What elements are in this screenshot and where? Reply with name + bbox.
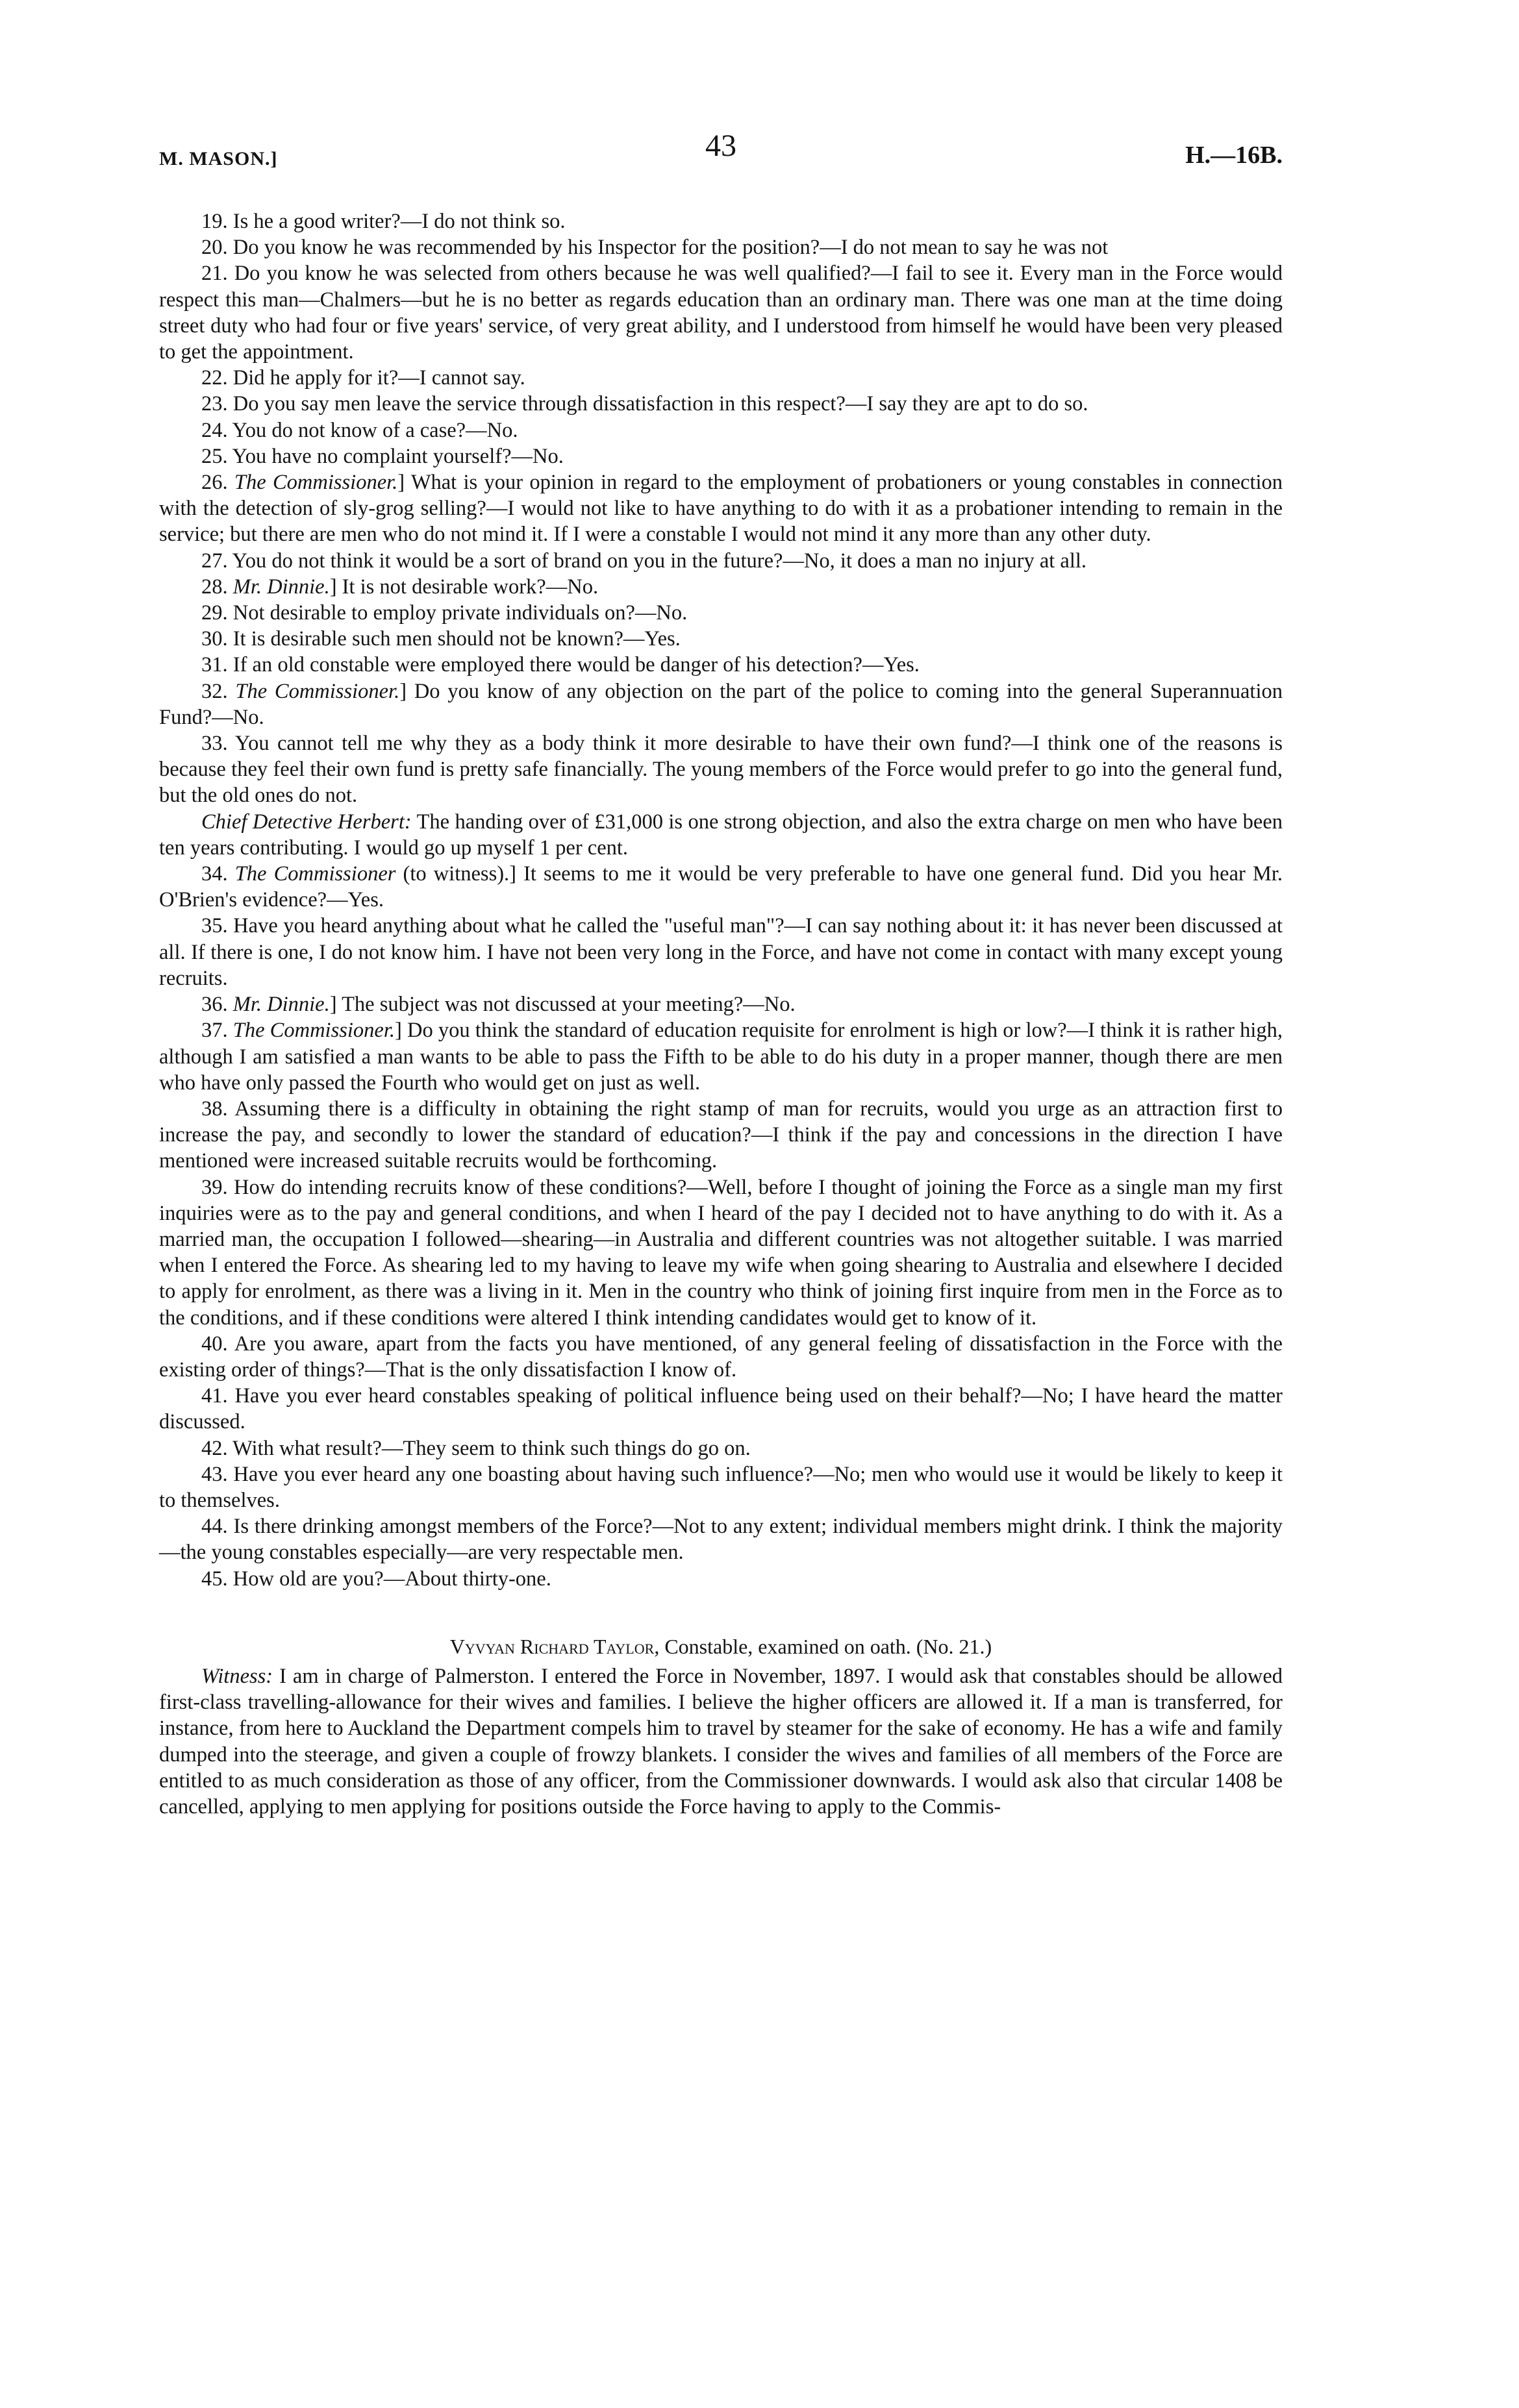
paragraph-text: ] Do you think the standard of education requisite for enrolment is high or low?—I think it is rather high, although I am satisfied a man wants to be able to pass the Fifth to be able to do his duty in a proper manner, though there are men who have only passed the Fourth who would get on just as well. <box>159 1019 1283 1095</box>
paragraph-21: 21. Do you know he was selected from others because he was well qualified?—I fail to see it. Every man in the Force would respect this man—Chalmers—but he is no better as regards education than an ordinary man. There was one man at the time doing street duty who had four or five years' service, of very great ability, and I understood from himself he would have been very pleased to get the appointment. <box>159 262 1283 364</box>
document-reference: H.—16B. <box>1185 142 1283 169</box>
paragraph-28 <box>159 574 1283 600</box>
witness-statement <box>159 1663 1283 1820</box>
paragraph-number: 28. <box>201 575 233 599</box>
paragraph-19: 19. Is he a good writer?—I do not think so. <box>201 210 566 233</box>
paragraph-text: ] What is your opinion in regard to the employment of probationers or young constables in connection with the detection of sly-grog selling?—I would not like to have anything to do with it as a probationer intending to remain in the service; but there are men who do not mind it. If I were a constable I would not mind it any more than any other duty. <box>159 471 1283 547</box>
paragraph-20: 20. Do you know he was recommended by his Inspector for the position?—I do not mean to say he was not <box>201 236 1109 260</box>
paragraph-44: 44. Is there drinking amongst members of the Force?—Not to any extent; individual members might drink. I think the majority—the young constables especially—are very respectable men. <box>159 1515 1283 1565</box>
paragraph-29: 29. Not desirable to employ private individuals on?—No. <box>201 601 688 625</box>
paragraph-text: ] Do you know of any objection on the part of the police to coming into the general Superannuation Fund?—No. <box>159 679 1283 729</box>
paragraph-number: 26. <box>201 471 234 495</box>
page-body <box>159 208 1283 1820</box>
document-page <box>159 129 1283 2379</box>
page-number: 43 <box>705 129 736 163</box>
speaker-name: The Commissioner. <box>234 471 398 495</box>
paragraph-25: 25. You have no complaint yourself?—No. <box>201 444 564 468</box>
paragraph-number: 36. <box>201 993 233 1017</box>
paragraph-33: 33. You cannot tell me why they as a body think it more desirable to have their own fund?—I think one of the reasons is because they feel their own fund is pretty safe financially. The young members of the Force would prefer to go into the general fund, but the old ones do not. <box>159 732 1283 808</box>
paragraph-34 <box>159 861 1283 913</box>
running-head-left: M. MASON.] <box>159 148 278 169</box>
witness-section-heading <box>159 1633 1283 1659</box>
paragraph-31: 31. If an old constable were employed there would be danger of his detection?—Yes. <box>201 653 920 677</box>
paragraph-40: 40. Are you aware, apart from the facts you have mentioned, of any general feeling of dissatisfaction in the Force with the existing order of things?—That is the only dissatisfaction I know of. <box>159 1332 1283 1382</box>
witness-name: Vyvyan Richard Taylor <box>449 1634 655 1658</box>
paragraph-text: ] The subject was not discussed at your meeting?—No. <box>329 993 796 1017</box>
paragraph-41: 41. Have you ever heard constables speaking of political influence being used on their behalf?—No; I have heard the matter discussed. <box>159 1384 1283 1434</box>
speaker-name: Mr. Dinnie. <box>232 575 330 599</box>
paragraph-27: 27. You do not think it would be a sort of brand on you in the future?—No, it does a man no injury at all. <box>201 549 1087 573</box>
paragraph-38: 38. Assuming there is a difficulty in obtaining the right stamp of man for recruits, would you urge as an attraction first to increase the pay, and secondly to lower the standard of education?—I think if the pay and concessions in the direction I have mentioned were increased suitable recruits would be forthcoming. <box>159 1097 1283 1173</box>
paragraph-45: 45. How old are you?—About thirty-one. <box>201 1567 551 1591</box>
paragraph-37 <box>159 1017 1283 1096</box>
speaker-name: Mr. Dinnie. <box>232 993 330 1017</box>
paragraph-30: 30. It is desirable such men should not be known?—Yes. <box>201 627 681 651</box>
speaker-name: The Commissioner. <box>235 679 400 703</box>
paragraph-32 <box>159 678 1283 730</box>
paragraph-number: 37. <box>201 1019 233 1043</box>
speaker-name: Chief Detective Herbert: <box>201 810 412 834</box>
paragraph-text: ] It is not desirable work?—No. <box>329 575 599 599</box>
witness-heading-rest: , Constable, examined on oath. (No. 21.) <box>654 1634 992 1658</box>
paragraph-text: The handing over of £31,000 is one strong objection, and also the extra charge on men who have been ten years contributing. I would go up myself 1 per cent. <box>159 810 1283 860</box>
page-header <box>159 129 1283 185</box>
paragraph-herbert <box>159 809 1283 861</box>
paragraph-24: 24. You do not know of a case?—No. <box>201 418 518 442</box>
paragraph-23: 23. Do you say men leave the service through dissatisfaction in this respect?—I say they are apt to do so. <box>201 392 1088 416</box>
paragraph-text: (to witness).] It seems to me it would be very preferable to have one general fund. Did you hear Mr. O'Brien's evidence?—Yes. <box>159 862 1283 912</box>
paragraph-42: 42. With what result?—They seem to think such things do go on. <box>201 1436 751 1460</box>
section-spacer <box>159 1592 1283 1633</box>
paragraph-36 <box>159 991 1283 1017</box>
paragraph-number: 32. <box>201 679 236 703</box>
paragraph-number: 34. <box>201 862 235 886</box>
speaker-name: The Commissioner. <box>232 1019 395 1043</box>
witness-text: I am in charge of Palmerston. I entered the Force in November, 1897. I would ask that constables should be allowed first-class travelling-allowance for their wives and families. I believe the higher officers are allowed it. If a man is transferred, for instance, from here to Auckland the Department compels him to travel by steamer for the sake of economy. He has a wife and family dumped into the steerage, and given a couple of frowzy blankets. I consider the wives and families of all members of the Force are entitled to as much consideration as those of any officer, from the Commissioner downwards. I would ask also that circular 1408 be cancelled, applying to men applying for positions outside the Force having to apply to the Commis- <box>159 1664 1283 1818</box>
paragraph-43: 43. Have you ever heard any one boasting about having such influence?—No; men who would use it would be likely to keep it to themselves. <box>159 1462 1283 1512</box>
paragraph-35: 35. Have you heard anything about what he called the "useful man"?—I can say nothing about it: it has never been discussed at all. If there is one, I do not know him. I have not been very long in the Force, and have not come in contact with many except young recruits. <box>159 914 1283 990</box>
paragraph-26 <box>159 469 1283 548</box>
paragraph-22: 22. Did he apply for it?—I cannot say. <box>201 366 525 390</box>
witness-label: Witness: <box>201 1664 273 1688</box>
speaker-name: The Commissioner <box>234 862 396 886</box>
paragraph-39: 39. How do intending recruits know of these conditions?—Well, before I thought of joining the Force as a single man my first inquiries were as to the pay and general conditions, and when I heard of the pay I decided not to have anything to do with it. As a married man, the occupation I followed—shearing—in Australia and different countries was not altogether suitable. I was married when I entered the Force. As shearing led to my having to leave my wife when going shearing to Australia and elsewhere I decided to apply for enrolment, as there was a living in it. Men in the country who think of joining first inquire from men in the Force as to the conditions, and if these conditions were altered I think intending candidates would get to know of it. <box>159 1175 1283 1330</box>
